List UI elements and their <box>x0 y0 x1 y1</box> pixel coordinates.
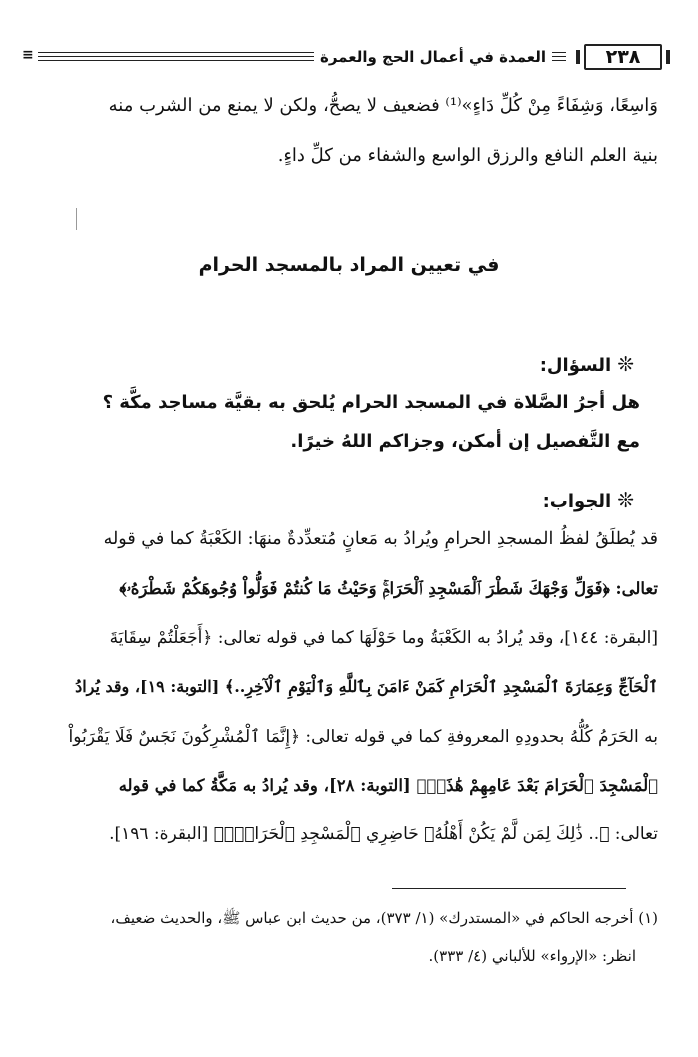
page-number: ٢٣٨ <box>605 46 641 68</box>
page-header <box>22 44 676 74</box>
intro-line-1: وَاسِعًا، وَشِفَاءً مِنْ كُلِّ دَاءٍ»⁽¹⁾ فضعيف لا يصحُّ، ولكن لا يمنع من الشرب منه <box>108 95 658 116</box>
answer-line-7: تعالى: ﴿.. ذَٰلِكَ لِمَن لَّمْ يَكُنْ أَهْلُهُۥ حَاضِرِي ٱلْمَسْجِدِ ٱلْحَرَامِۚ﴾ [البقرة: ١٩٦]. <box>109 824 658 844</box>
footnote-divider <box>392 888 626 889</box>
footnote-line-1: (١) أخرجه الحاكم في «المستدرك» (١/ ٣٧٣)، من حديث ابن عباس ﷺ، والحديث ضعيف، <box>110 909 658 927</box>
question-line-1: هل أجرُ الصَّلاة في المسجد الحرام يُلحق به بقيَّة مساجد مكَّة ؟ <box>102 392 640 413</box>
answer-label <box>543 486 634 516</box>
page-number-box <box>574 44 672 70</box>
answer-label-text: الجواب: <box>542 491 612 512</box>
question-label <box>540 350 634 380</box>
question-label-text: السؤال: <box>539 355 612 376</box>
question-line-2: مع التَّفصيل إن أمكن، وجزاكم اللهُ خيرًا. <box>290 431 640 452</box>
answer-line-3: [البقرة: ١٤٤]، وقد يُرادُ به الكَعْبَةُ وما حَوْلَهَا كما في قوله تعالى: ﴿أَجَعَلْتُمْ سِقَايَةَ <box>109 628 658 648</box>
star-icon: ❊ <box>617 488 634 512</box>
footnote-line-2: انظر: «الإرواء» للألباني (٤/ ٣٣٣). <box>428 947 636 965</box>
header-mark-icon: ≡ <box>22 47 38 63</box>
star-icon: ❊ <box>617 352 634 376</box>
answer-line-5: به الحَرَمُ كُلُّهُ بحدودِهِ المعروفةِ كما في قوله تعالى: ﴿إِنَّمَا ٱلْمُشْرِكُونَ نَجَسٌ فَلَا يَقْرَبُواْ <box>68 727 658 747</box>
section-title: في تعيين المراد بالمسجد الحرام <box>198 254 500 276</box>
running-title <box>314 46 552 68</box>
answer-line-1: قد يُطلَقُ لفظُ المسجدِ الحرامِ ويُرادُ به مَعانٍ مُتعدِّدةٌ منهَا: الكَعْبَةُ كما في قوله <box>103 529 658 549</box>
text-cursor <box>76 208 77 230</box>
intro-line-2: بنية العلم النافع والرزق الواسع والشفاء من كلِّ داءٍ. <box>277 145 658 166</box>
answer-line-2: تعالى: ﴿فَوَلِّ وَجْهَكَ شَطْرَ ٱلْمَسْجِدِ ٱلْحَرَامِۚ وَحَيْثُ مَا كُنتُمْ فَوَلُّواْ وُجُوهَكُمْ شَطْرَهُۥ﴾ <box>119 579 658 598</box>
answer-line-6: ٱلْمَسْجِدَ ٱلْحَرَامَ بَعْدَ عَامِهِمْ هَٰذَاۚ﴾ [التوبة: ٢٨]، وقد يُرادُ به مَكَّةُ كما في قوله <box>118 776 658 795</box>
running-title-text: العمدة في أعمال الحج والعمرة <box>320 48 546 66</box>
answer-line-4: ٱلْحَآجِّ وَعِمَارَةَ ٱلْمَسْجِدِ ٱلْحَرَامِ كَمَنْ ءَامَنَ بِٱللَّهِ وَٱلْيَوْمِ ٱلْآخِرِ..﴾ [التوبة: ١٩]، وقد يُرادُ <box>75 677 658 696</box>
